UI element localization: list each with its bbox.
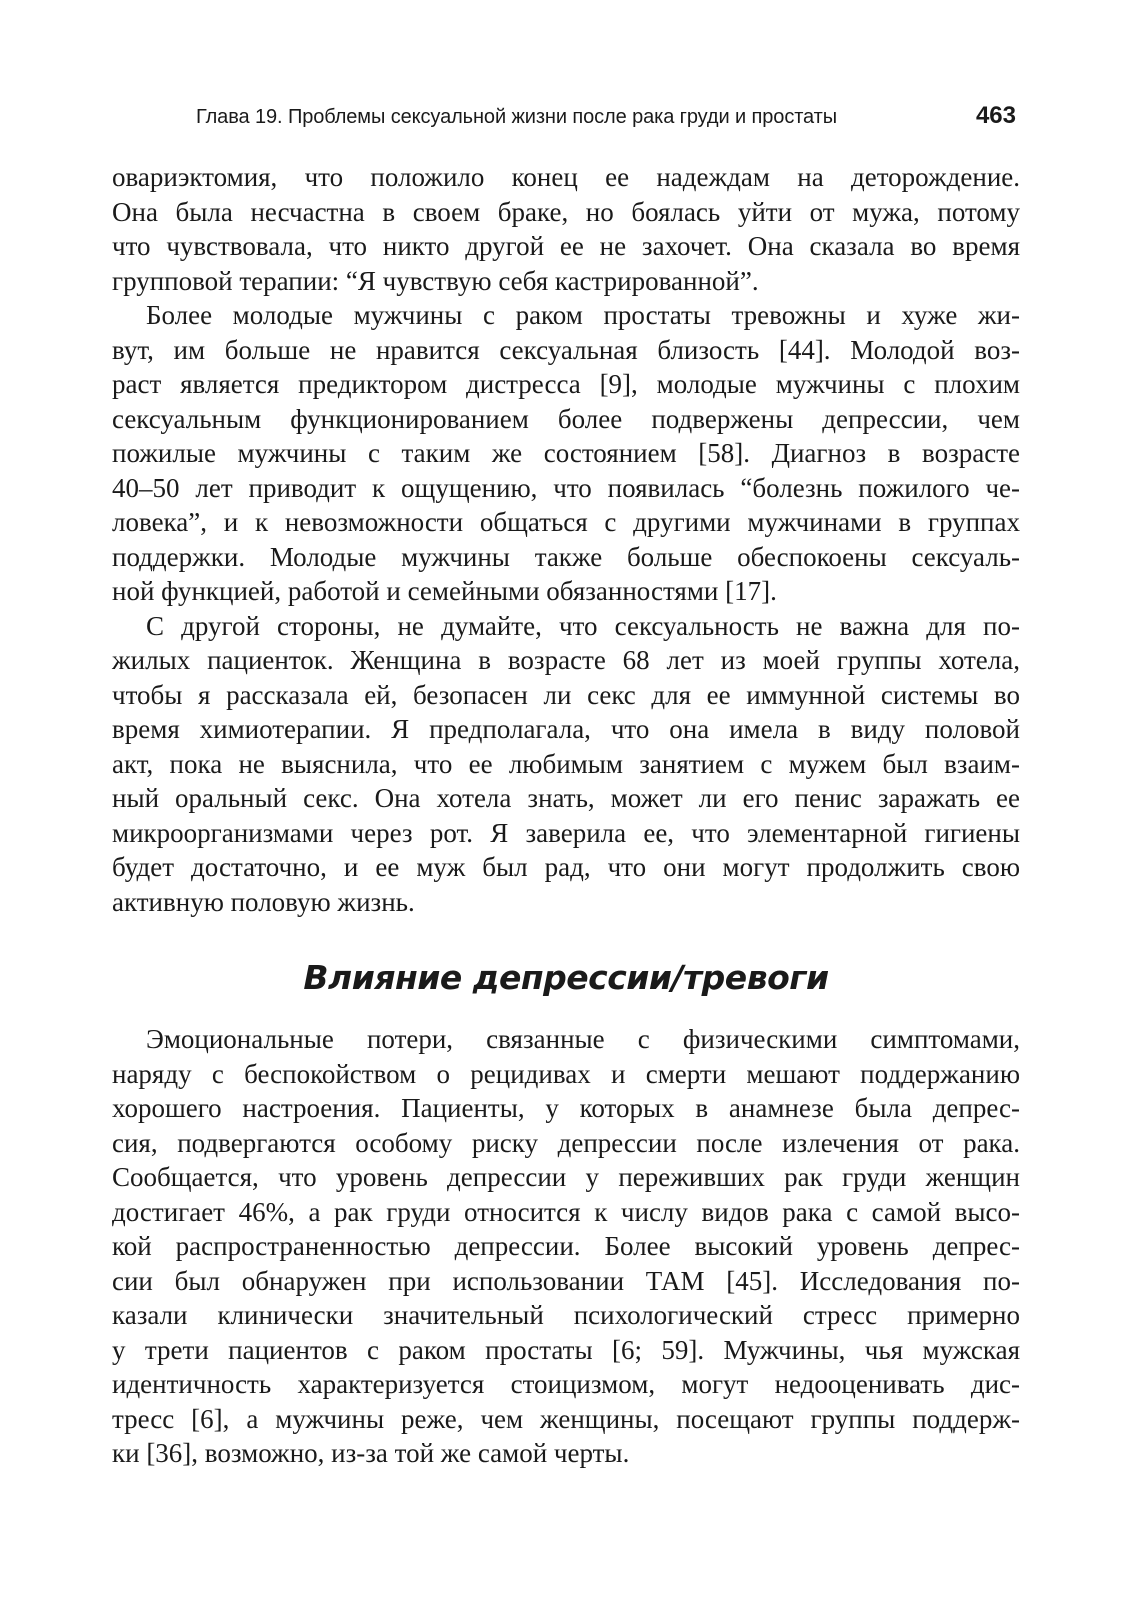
text-line: сексуальным функционированием более подвержены депрессии, чем bbox=[112, 403, 1020, 434]
text-line: достигает 46%, а рак груди относится к числу видов рака с самой высо- bbox=[112, 1196, 1020, 1227]
page-number: 463 bbox=[975, 102, 1016, 129]
text-line: время химиотерапии. Я предполагала, что она имела в виду половой bbox=[112, 714, 1020, 744]
text-line: сия, подвергаются особому риску депрессии после излечения от рака. bbox=[112, 1127, 1020, 1158]
text-line: жилых пациенток. Женщина в возрасте 68 лет из моей группы хотела, bbox=[112, 645, 1020, 675]
text-line: вут, им больше не нравится сексуальная близость [44]. Молодой воз- bbox=[112, 334, 1020, 365]
text-line: поддержки. Молодые мужчины также больше обеспокоены сексуаль- bbox=[112, 541, 1020, 572]
text-line: Эмоциональные потери, связанные с физическими симптомами, bbox=[146, 1024, 1020, 1054]
text-line: Более молодые мужчины с раком простаты тревожны и хуже жи- bbox=[146, 300, 1020, 330]
text-line: хорошего настроения. Пациенты, у которых в анамнезе была депрес- bbox=[112, 1093, 1020, 1123]
text-line: акт, пока не выяснила, что ее любимым занятием с мужем был взаим- bbox=[112, 748, 1020, 779]
text-line: С другой стороны, не думайте, что сексуальность не важна для по- bbox=[146, 610, 1020, 641]
text-line: групповой терапии: “Я чувствую себя кастрированной”. bbox=[112, 265, 759, 296]
text-line: будет достаточно, и ее муж был рад, что они могут продолжить свою bbox=[112, 852, 1020, 882]
text-line: Она была несчастна в своем браке, но боялась уйти от мужа, потому bbox=[112, 196, 1020, 227]
text-line: ный оральный секс. Она хотела знать, может ли его пенис заражать ее bbox=[112, 783, 1020, 813]
text-line: овариэктомия, что положило конец ее надеждам на деторождение. bbox=[112, 162, 1020, 192]
running-title: Глава 19. Проблемы сексуальной жизни после рака груди и простаты bbox=[196, 106, 837, 128]
body-text-section-1 bbox=[112, 160, 1020, 919]
text-line: Сообщается, что уровень депрессии у переживших рак груди женщин bbox=[112, 1162, 1020, 1192]
body-text-section-2 bbox=[112, 1022, 1020, 1471]
text-line: сии был обнаружен при использовании ТАМ [45]. Исследования по- bbox=[112, 1265, 1020, 1296]
text-line: казали клинически значительный психологический стресс примерно bbox=[112, 1300, 1020, 1330]
text-line: тресс [6], а мужчины реже, чем женщины, посещают группы поддерж- bbox=[112, 1403, 1020, 1434]
text-line: идентичность характеризуется стоицизмом, могут недооценивать дис- bbox=[112, 1369, 1020, 1399]
text-line: у трети пациентов с раком простаты [6; 59]. Мужчины, чья мужская bbox=[112, 1334, 1020, 1365]
section-heading: Влияние депрессии/тревоги bbox=[303, 958, 829, 997]
text-line: микроорганизмами через рот. Я заверила ее, что элементарной гигиены bbox=[112, 817, 1020, 848]
text-line: ной функцией, работой и семейными обязанностями [17]. bbox=[112, 576, 777, 606]
running-header bbox=[196, 102, 1016, 134]
text-line: ки [36], возможно, из-за той же самой черты. bbox=[112, 1438, 630, 1468]
text-line: что чувствовала, что никто другой ее не захочет. Она сказала во время bbox=[112, 231, 1020, 261]
text-line: чтобы я рассказала ей, безопасен ли секс для ее иммунной системы во bbox=[112, 679, 1020, 710]
text-line: пожилые мужчины с таким же состоянием [58]. Диагноз в возрасте bbox=[112, 438, 1020, 468]
text-line: ловека”, и к невозможности общаться с другими мужчинами в группах bbox=[112, 507, 1020, 537]
text-line: кой распространенностью депрессии. Более высокий уровень депрес- bbox=[112, 1231, 1020, 1261]
text-line: активную половую жизнь. bbox=[112, 886, 415, 917]
text-line: наряду с беспокойством о рецидивах и смерти мешают поддержанию bbox=[112, 1058, 1020, 1089]
text-line: 40–50 лет приводит к ощущению, что появилась “болезнь пожилого че- bbox=[112, 472, 1020, 503]
text-line: раст является предиктором дистресса [9], молодые мужчины с плохим bbox=[112, 369, 1020, 399]
